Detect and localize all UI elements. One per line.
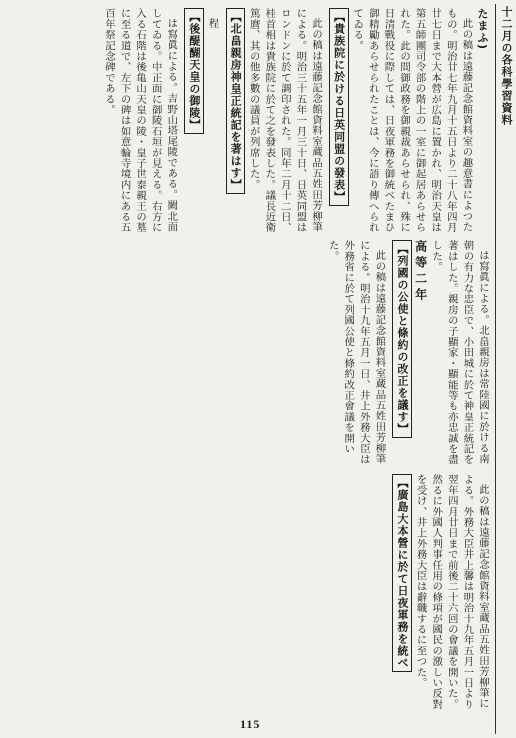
section-heading: 【列國の公使と條約の改正を議す】 <box>392 240 412 438</box>
text-tier-middle <box>8 240 490 468</box>
section-heading: 【貴族院に於ける日英同盟の發表】 <box>329 8 349 206</box>
text-tier-top <box>8 8 490 234</box>
section-heading: たまふ) <box>476 8 489 51</box>
body-paragraph: 此の稿は遠藤記念館資料室の趣意書によつたもの。明治廿七年九月十五日より二十八年四月廿七日まで大本營が広島に置かれ、明治天皇は第五師團司令部の階上の一室に御起居あらせられた。此の間御政務を御親裁あらせられ、殊に日清戰役に際しては、日夜軍務を御統べたまひ御精勵あらせられたことは、今に語り傳へられてゐる。 <box>351 8 473 233</box>
body-paragraph: 此の稿は遠藤記念館資料室蔵品五姓田芳柳筆による。明治三十五年一月三十日、日英同盟はロンドンに於て調印された。同年二月十二日、桂首相は貴族院に於て之を發表した。議長近衛篤麿、其の他多數の議員が列席した。 <box>247 8 323 233</box>
body-paragraph: 程 <box>206 18 219 30</box>
body-paragraph: 此の稿は遠藤記念館資料室蔵品五姓田芳柳筆による。外務大臣井上馨は明治十九年五月一日より翌年四月廿日まで前後二十六回の會議を開いた。然るに外國人判事任用の條項が國民の激しい反對を受け、井上外務大臣は辭職するに至つた。 <box>414 474 489 710</box>
body-paragraph: 此の稿は遠藤記念館資料室蔵品五姓田芳柳筆による。明治十九年五月一日、井上外務大臣は外務省に於て列國公使と條約改正會議を開いた。 <box>326 240 386 465</box>
section-heading: 【北畠親房神皇正統記を著はす】 <box>226 8 246 194</box>
grade-section-title: 高等二年 <box>413 240 428 304</box>
page-number: 115 <box>240 717 261 731</box>
section-heading: 【後醍醐天皇の御陵】 <box>184 8 204 134</box>
section-heading: 【廣島大本營に於て日夜軍務を統べ <box>392 474 412 672</box>
header-rule <box>495 4 496 734</box>
body-paragraph: は寫眞による。北畠親房は常陸國に於ける南朝の有力な忠臣で、小田城に於て神皇正統記を著はした。親房の子顯家・顯能等も亦忠誠を盡した。 <box>430 240 489 465</box>
body-paragraph: は寫眞による。吉野山塔尾陵である。闕北面してゐる。中正面に御陵石垣が見える。右方に入る石階は後亀山天皇の陵・皇子世泰親王の墓に至る道で、左下の碑は如意輪寺境内にある五百年祭記念碑である。 <box>102 8 178 233</box>
text-tier-bottom <box>8 474 490 714</box>
running-title: 十二月の各科學習資料 <box>500 6 513 126</box>
